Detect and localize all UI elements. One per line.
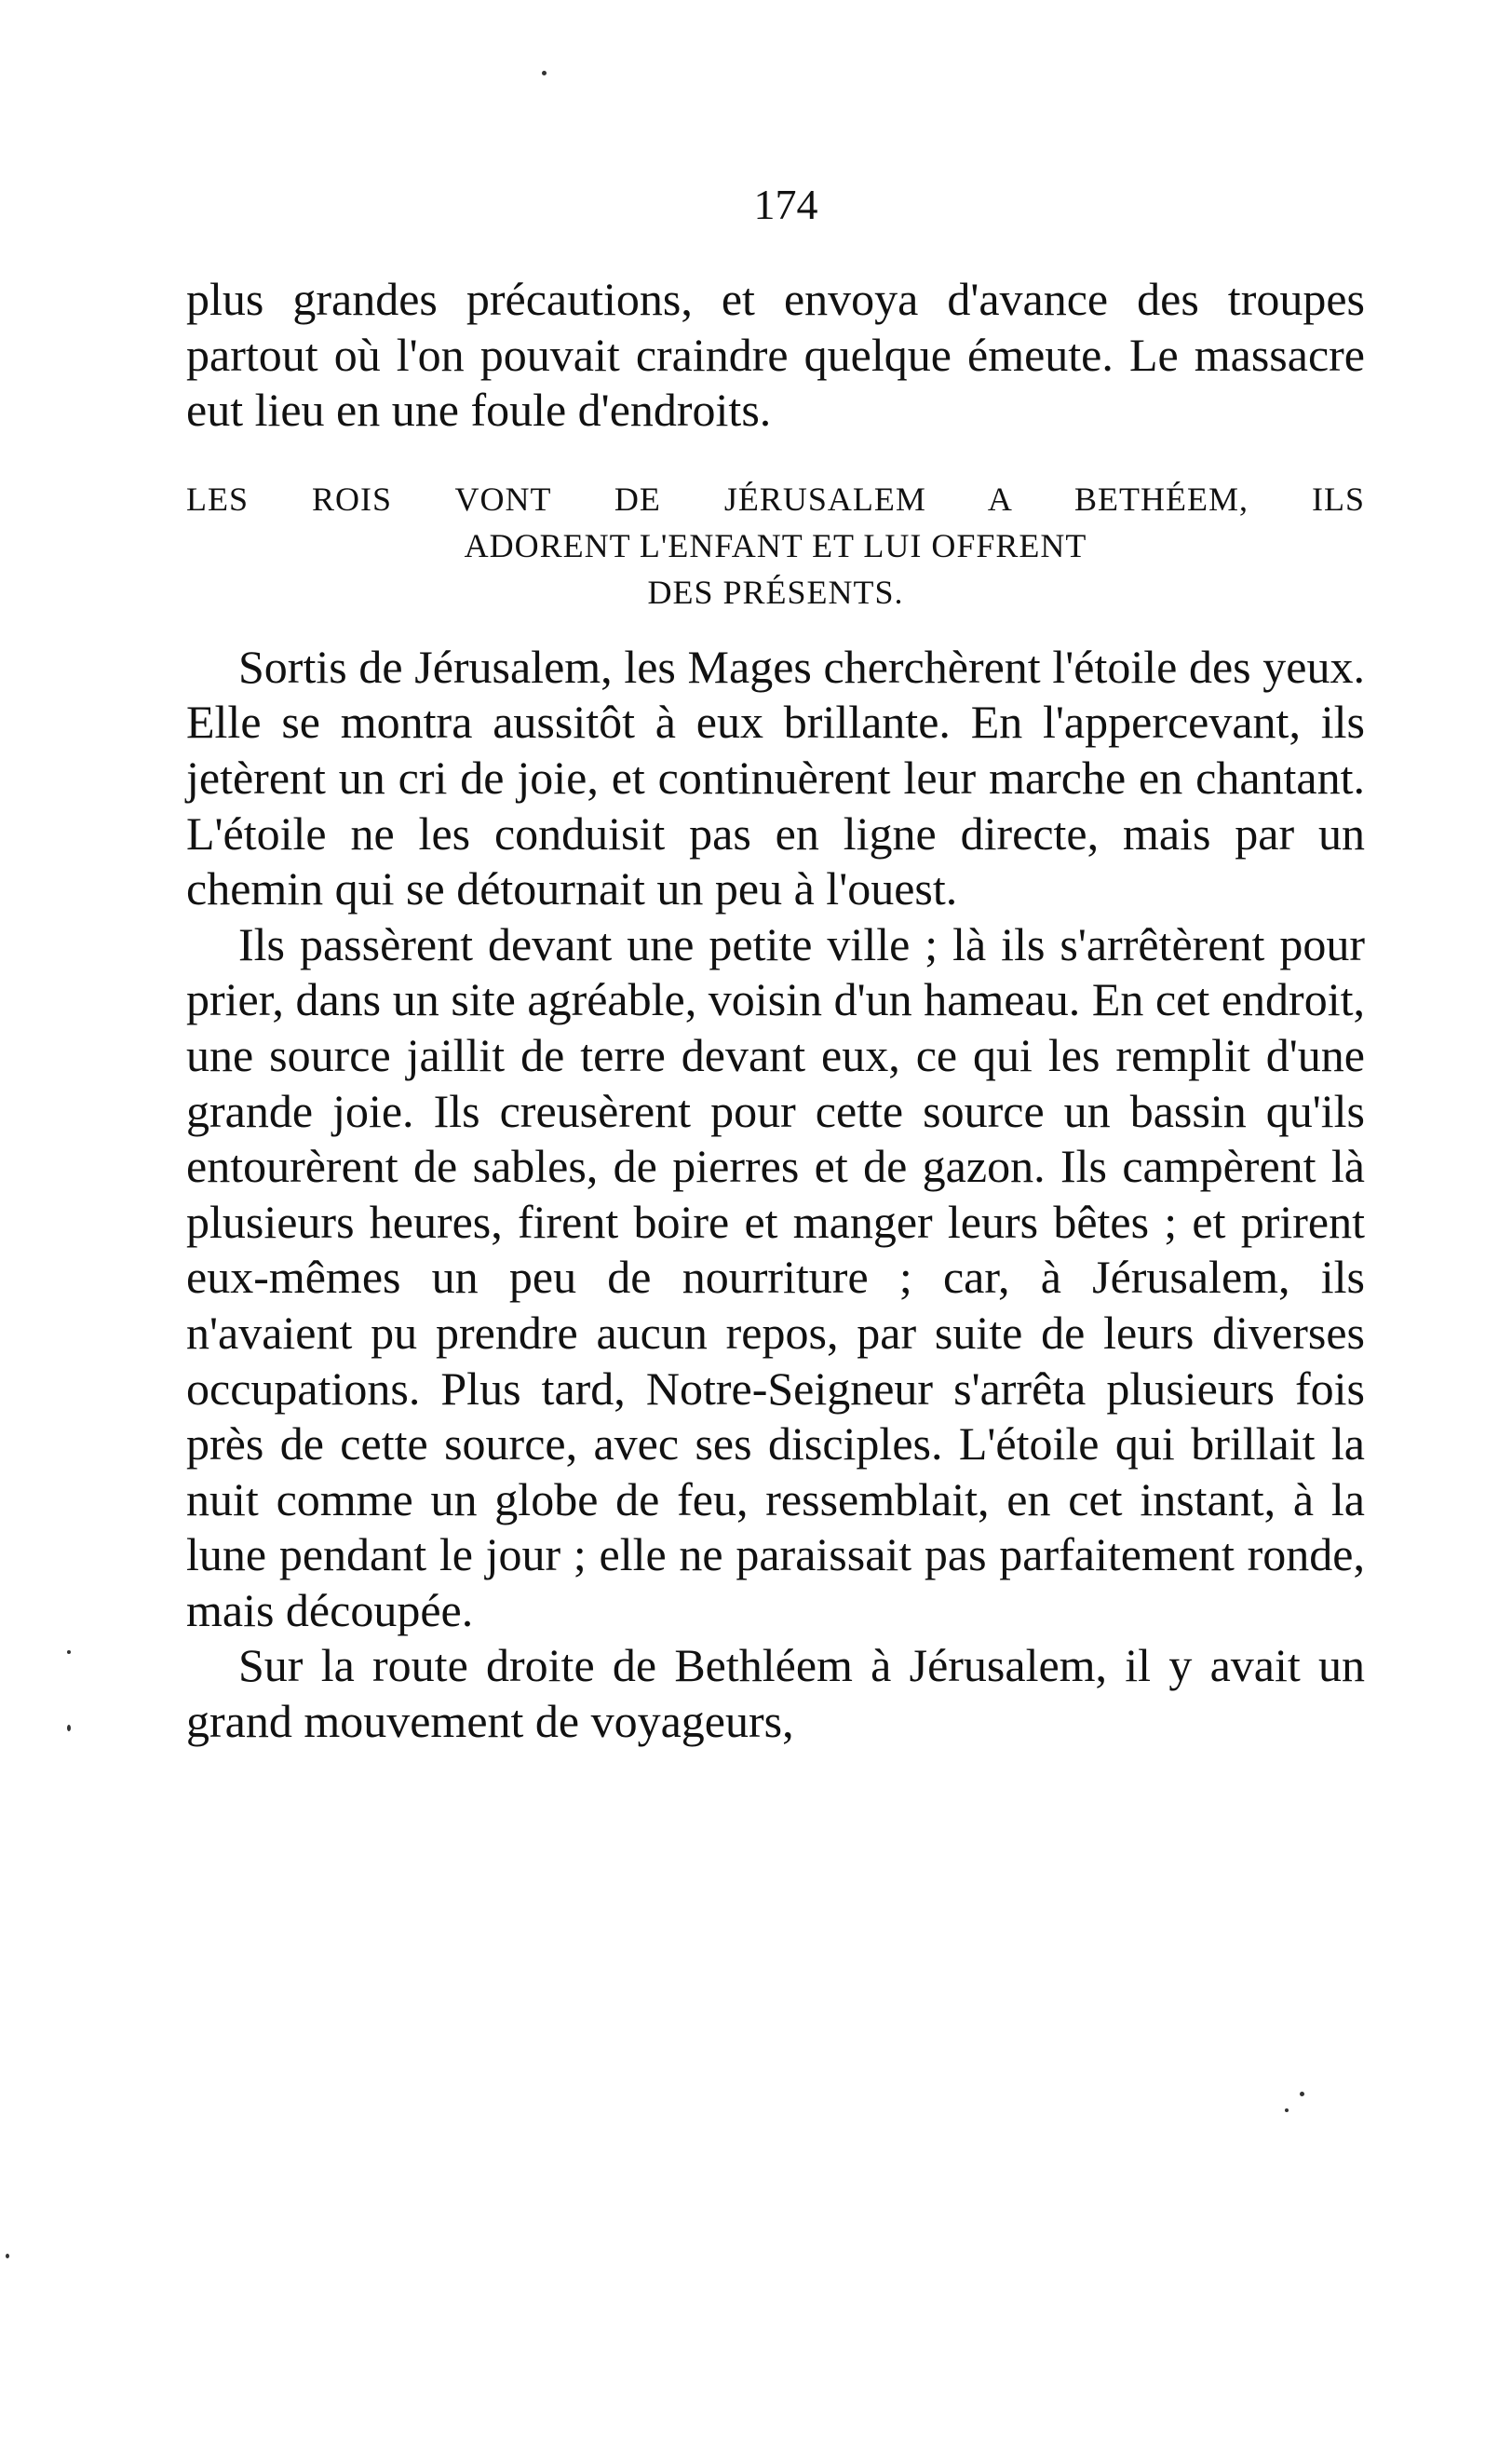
scan-speck xyxy=(542,71,547,75)
section-heading-line-3: DES PRÉSENTS. xyxy=(647,573,904,611)
book-page xyxy=(186,177,1365,1750)
scan-speck xyxy=(67,1725,71,1731)
paragraph-3: Sur la route droite de Bethléem à Jérusalem, il y avait un grand mouvement de voyageurs, xyxy=(186,1639,1365,1748)
paragraph-2: Ils passèrent devant une petite ville ; là ils s'arrêtèrent pour prier, dans un site agréable, voisin d'un hameau. En cet endroit, une source jaillit de terre devant eux, ce qui les remplit d'une grande joie. Ils creusèrent pour cette source un bassin qu'ils entourèrent de sables, de pierres et de gazon. Ils campèrent là plusieurs heures, firent boire et manger leurs bêtes ; et prirent eux-mêmes un peu de nourriture ; car, à Jérusalem, ils n'avaient pu prendre aucun repos, par suite de leurs diverses occupations. Plus tard, Notre-Seigneur s'arrêta plusieurs fois près de cette source, avec ses disciples. L'étoile qui brillait la nuit comme un globe de feu, ressemblait, en cet instant, à la lune pendant le jour ; elle ne paraissait pas parfaitement ronde, mais découpée. xyxy=(186,917,1365,1636)
scan-speck xyxy=(67,1650,71,1654)
section-heading-line-1: LES ROIS VONT DE JÉRUSALEM A BETHÉEM, ILS xyxy=(186,480,1365,518)
scan-speck xyxy=(6,2254,9,2258)
section-heading xyxy=(186,476,1365,616)
continuation-paragraph: plus grandes précautions, et envoya d'avance des troupes partout où l'on pouvait craindre quelque émeute. Le massacre eut lieu en une foule d'endroits. xyxy=(186,273,1365,437)
page-number: 174 xyxy=(753,181,818,228)
paragraph-1: Sortis de Jérusalem, les Mages cherchèrent l'étoile des yeux. Elle se montra aussitôt à eux brillante. En l'appercevant, ils jetèrent un cri de joie, et continuèrent leur marche en chantant. L'étoile ne les conduisit pas en ligne directe, mais par un chemin qui se détournait un peu à l'ouest. xyxy=(186,640,1365,915)
scan-speck xyxy=(1300,2092,1304,2096)
scan-speck xyxy=(1285,2108,1289,2112)
section-heading-line-2: ADORENT L'ENFANT ET LUI OFFRENT xyxy=(464,526,1087,564)
